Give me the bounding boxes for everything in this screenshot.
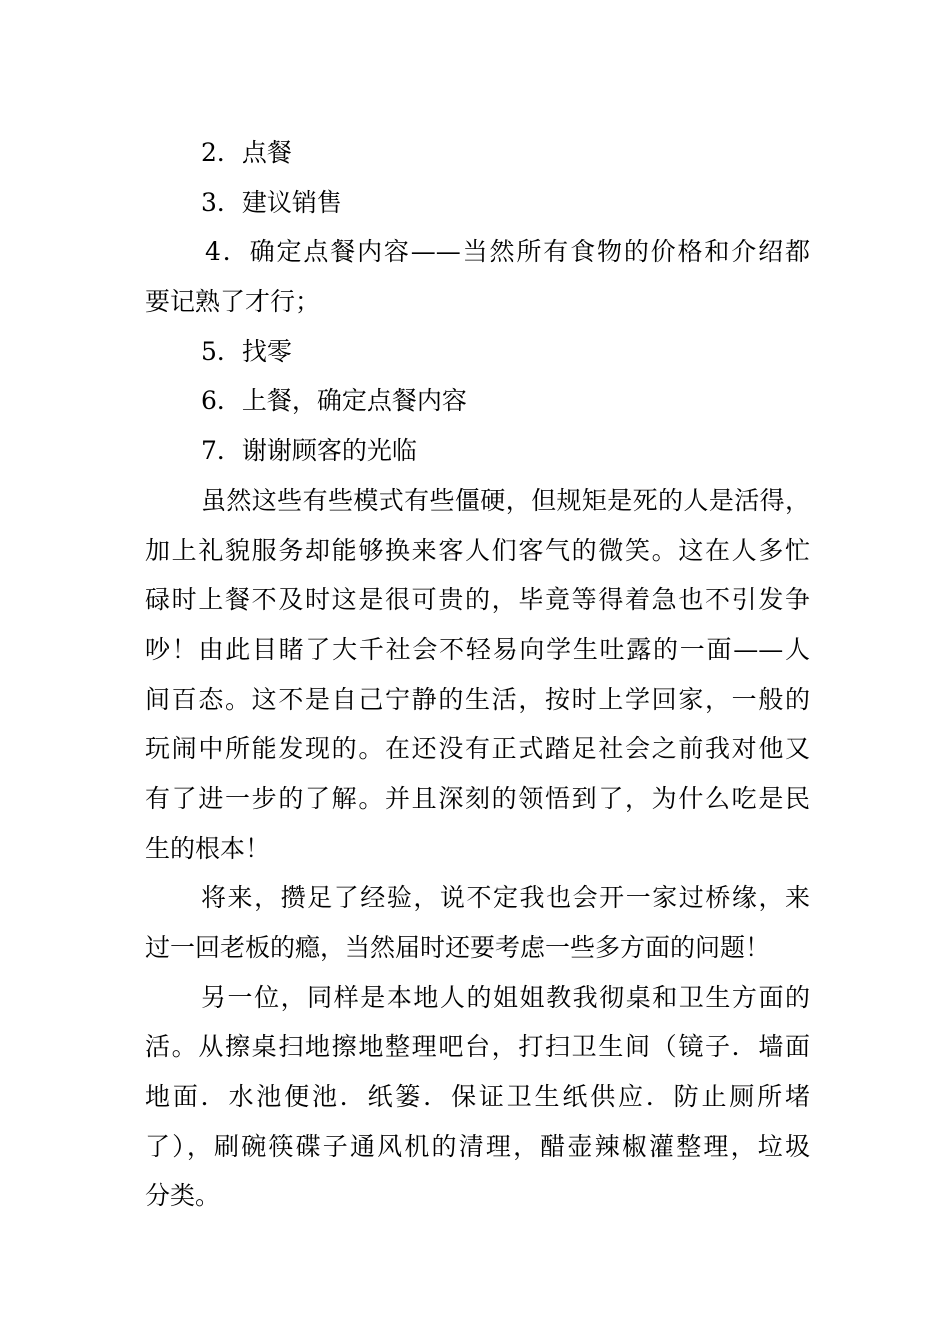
- paragraph-3-line-3: 地面．水池便池．纸篓．保证卫生纸供应．防止厕所堵: [145, 1082, 810, 1112]
- list-item-5: 5．找零: [201, 336, 292, 366]
- paragraph-3-line-1: 另一位，同样是本地人的姐姐教我彻桌和卫生方面的: [201, 982, 810, 1012]
- paragraph-1-line-2: 加上礼貌服务却能够换来客人们客气的微笑。这在人多忙: [145, 535, 810, 565]
- list-item-7: 7．谢谢顾客的光临: [201, 436, 417, 466]
- paragraph-1-line-6: 玩闹中所能发现的。在还没有正式踏足社会之前我对他又: [145, 734, 810, 764]
- list-item-3: 3．建议销售: [201, 187, 342, 217]
- paragraph-2-line-1: 将来，攒足了经验，说不定我也会开一家过桥缘，来: [201, 883, 810, 913]
- list-item-2: 2．点餐: [201, 138, 292, 167]
- paragraph-1-line-7: 有了进一步的了解。并且深刻的领悟到了，为什么吃是民: [145, 783, 810, 813]
- paragraph-2-line-2: 过一回老板的瘾，当然届时还要考虑一些多方面的问题！: [145, 933, 771, 962]
- paragraph-1-line-8: 生的根本！: [145, 833, 271, 863]
- list-item-4-continued: 要记熟了才行；: [145, 287, 321, 317]
- paragraph-1-line-5: 间百态。这不是自己宁静的生活，按时上学回家，一般的: [145, 684, 810, 714]
- paragraph-1-line-4: 吵！由此目睹了大千社会不轻易向学生吐露的一面——人: [145, 634, 810, 664]
- paragraph-3-line-5: 分类。: [145, 1181, 221, 1211]
- paragraph-1-line-3: 碌时上餐不及时这是很可贵的，毕竟等得着急也不引发争: [145, 585, 810, 615]
- list-item-4: 4．确定点餐内容——当然所有食物的价格和介绍都: [205, 237, 810, 267]
- paragraph-3-line-2: 活。从擦桌扫地擦地整理吧台，打扫卫生间（镜子．墙面: [145, 1032, 810, 1062]
- paragraph-1-line-1: 虽然这些有些模式有些僵硬，但规矩是死的人是活得，: [201, 485, 810, 515]
- list-item-6: 6．上餐，确定点餐内容: [201, 386, 467, 416]
- paragraph-3-line-4: 了），刷碗筷碟子通风机的清理，醋壶辣椒灌整理，垃圾: [145, 1131, 810, 1161]
- body-text: [145, 128, 810, 1221]
